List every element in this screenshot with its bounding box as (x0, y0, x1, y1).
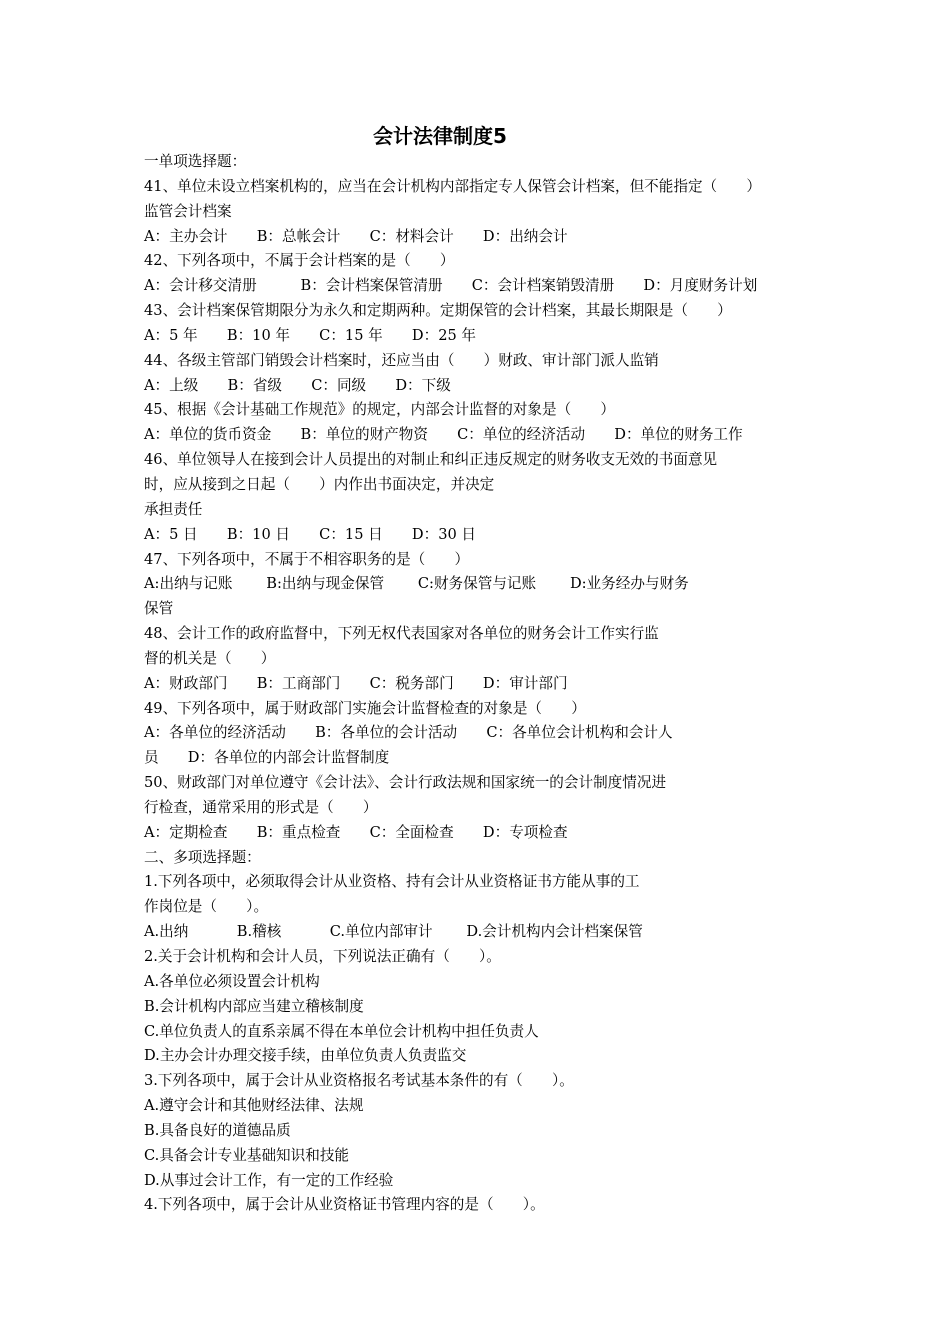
text-line: 督的机关是（ ） (144, 649, 276, 667)
text-line: 48、会计工作的政府监督中，下列无权代表国家对各单位的财务会计工作实行监 (144, 625, 659, 643)
text-line: 二、多项选择题： (144, 848, 261, 866)
text-line: A:出纳与记账 B:出纳与现金保管 C:财务保管与记账 D:业务经办与财务 (144, 575, 689, 593)
text-line: A.遵守会计和其他财经法律、法规 (144, 1097, 364, 1115)
text-line: 行检查，通常采用的形式是（ ） (144, 798, 378, 816)
text-line: 42、下列各项中，不属于会计档案的是（ ） (144, 252, 455, 270)
text-line: D.从事过会计工作，有一定的工作经验 (144, 1171, 394, 1189)
text-line: A：各单位的经济活动 B：各单位的会计活动 C：各单位会计机构和会计人 (144, 724, 673, 742)
text-line: A：定期检查 B：重点检查 C：全面检查 D：专项检查 (144, 823, 568, 841)
text-line: A：财政部门 B：工商部门 C：税务部门 D：审计部门 (144, 674, 568, 692)
text-line: 作岗位是（ ）。 (144, 898, 269, 916)
text-line: 45、根据《会计基础工作规范》的规定，内部会计监督的对象是（ ） (144, 401, 615, 419)
text-line: 监管会计档案 (144, 202, 232, 220)
text-line: 2.关于会计机构和会计人员，下列说法正确有（ ）。 (144, 948, 501, 965)
text-line: 承担责任 (144, 500, 203, 518)
text-line: A.出纳 B.稽核 C.单位内部审计 D.会计机构内会计档案保管 (144, 923, 643, 941)
document-body (144, 150, 944, 1218)
text-line: 47、下列各项中，不属于不相容职务的是（ ） (144, 550, 470, 568)
text-line: 一单项选择题： (144, 153, 247, 170)
text-line: 49、下列各项中，属于财政部门实施会计监督检查的对象是（ ） (144, 699, 586, 717)
text-line: A：5 年 B：10 年 C：15 年 D：25 年 (144, 326, 476, 344)
text-line: A：5 日 B：10 日 C：15 日 D：30 日 (144, 525, 476, 543)
text-line: B.会计机构内部应当建立稽核制度 (144, 997, 364, 1015)
text-line: 43、会计档案保管期限分为永久和定期两种。定期保管的会计档案，其最长期限是（ ） (144, 302, 732, 320)
text-line: 4.下列各项中，属于会计从业资格证书管理内容的是（ ）。 (144, 1196, 545, 1214)
text-line: 41、单位未设立档案机构的，应当在会计机构内部指定专人保管会计档案，但不能指定（ ） (144, 177, 761, 195)
text-line: 保管 (144, 600, 174, 618)
text-line: 50、财政部门对单位遵守《会计法》、会计行政法规和国家统一的会计制度情况进 (144, 774, 667, 792)
text-line: A.各单位必须设置会计机构 (144, 972, 320, 990)
text-line: B.具备良好的道德品质 (144, 1121, 291, 1139)
text-line: C.具备会计专业基础知识和技能 (144, 1146, 350, 1164)
text-line: A：上级 B：省级 C：同级 D：下级 (144, 376, 451, 394)
text-line: 46、单位领导人在接到会计人员提出的对制止和纠正违反规定的财务收支无效的书面意见 (144, 451, 718, 469)
text-line: A：主办会计 B：总帐会计 C：材料会计 D：出纳会计 (144, 227, 568, 245)
text-line: A：单位的货币资金 B：单位的财产物资 C：单位的经济活动 D：单位的财务工作 (144, 426, 743, 444)
text-line: A：会计移交清册 B：会计档案保管清册 C：会计档案销毁清册 D：月度财务计划 (144, 277, 758, 295)
text-line: 1.下列各项中，必须取得会计从业资格、持有会计从业资格证书方能从事的工 (144, 873, 640, 891)
text-line: 44、各级主管部门销毁会计档案时，还应当由（ ）财政、审计部门派人监销 (144, 351, 659, 369)
text-line: D.主办会计办理交接手续，由单位负责人负责监交 (144, 1047, 467, 1065)
text-line: 3.下列各项中，属于会计从业资格报名考试基本条件的有（ ）。 (144, 1072, 574, 1090)
text-line: 员 D：各单位的内部会计监督制度 (144, 749, 390, 767)
document-title: 会计法律制度5 (373, 124, 507, 148)
text-line: 时，应从接到之日起（ ）内作出书面决定，并决定 (144, 475, 495, 493)
text-line: C.单位负责人的直系亲属不得在本单位会计机构中担任负责人 (144, 1022, 539, 1040)
